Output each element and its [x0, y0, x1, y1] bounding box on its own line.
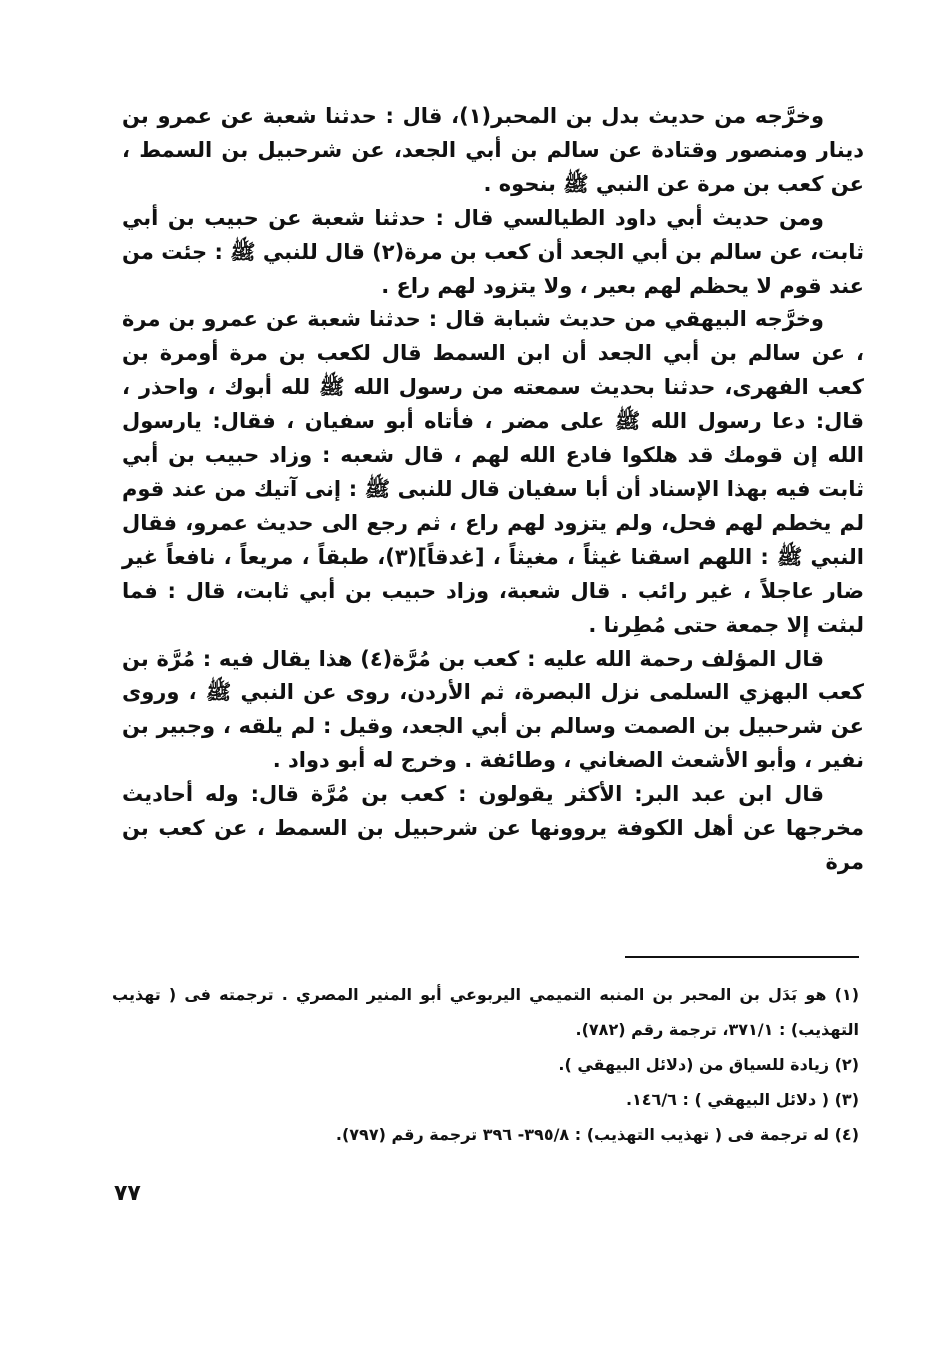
main-text-body	[122, 100, 864, 880]
paragraph-3: وخرَّجه البيهقي من حديث شبابة قال : حدثنا شعبة عن عمرو بن مرة ، عن سالم بن أبي الجعد أن ابن السمط قال لكعب بن مرة أومرة بن كعب الفهرى، حدثنا بحديث سمعته من رسول الله ﷺ لله أبوك ، واحذر ، قال: دعا رسول الله ﷺ على مضر ، فأتاه أبو سفيان ، فقال: يارسول الله إن قومك قد هلكوا فادع الله لهم ، قال شعبه : وزاد حبيب بن أبي ثابت فيه بهذا الإسناد أن أبا سفيان قال للنبى ﷺ : إنى آتيك من عند قوم لم يخطم لهم فحل، ولم يتزود لهم راع ، ثم رجع الى حديث عمرو، فقال النبي ﷺ : اللهم اسقنا غيثاً ، مغيثاً ، [غدقاً](٣)، طبقاً ، مريعاً ، نافعاً غير ضار عاجلاً ، غير رائب . قال شعبة، وزاد حبيب بن أبي ثابت، قال : فما لبثت إلا جمعة حتى مُطِرنا .	[122, 307, 864, 637]
footnote-2: (٢) زيادة للسياق من (دلائل البيهقي ).	[558, 1055, 859, 1074]
footnote-4: (٤) له ترجمة فى ( تهذيب التهذيب) : ٣٩٥/٨- ٣٩٦ ترجمة رقم (٧٩٧).	[335, 1125, 859, 1144]
paragraph-4: قال المؤلف رحمة الله عليه : كعب بن مُرَّة(٤) هذا يقال فيه : مُرَّة بن كعب البهزي السلمى نزل البصرة، ثم الأردن، روى عن النبي ﷺ ، وروى عن شرحبيل بن الصمت وسالم بن أبي الجعد، وقيل : لم يلقه ، وجبير بن نفير ، وأبو الأشعث الصغاني ، وطائفة . وخرج له أبو دواد .	[122, 646, 864, 773]
footnote-3: (٣) ( دلائل البيهقي ) : ١٤٦/٦.	[625, 1090, 859, 1109]
page-number: ٧٧	[114, 1181, 141, 1206]
footnotes-section	[112, 977, 859, 1152]
paragraph-1: وخرَّجه من حديث بدل بن المحبر(١)، قال : حدثنا شعبة عن عمرو بن دينار ومنصور وقتادة عن سالم بن أبي الجعد، عن شرحبيل بن السمط ، عن كعب بن مرة عن النبي ﷺ بنحوه .	[122, 104, 864, 196]
paragraph-5: قال ابن عبد البر: الأكثر يقولون : كعب بن مُرَّة قال: وله أحاديث مخرجها عن أهل الكوفة يروونها عن شرحبيل بن السمط ، عن كعب بن مرة	[122, 782, 864, 874]
footnote-1: (١) هو بَدَل بن المحبر بن المنبه التميمي اليربوعي أبو المنير المصري . ترجمته فى ( تهذيب التهذيب) : ٣٧١/١، ترجمة رقم (٧٨٢).	[112, 985, 859, 1039]
paragraph-2: ومن حديث أبي داود الطيالسي قال : حدثنا شعبة عن حبيب بن أبي ثابت، عن سالم بن أبي الجعد أن كعب بن مرة(٢) قال للنبي ﷺ : جئت من عند قوم لا يحظم لهم بعير ، ولا يتزود لهم راع .	[122, 205, 864, 298]
footnote-separator	[625, 956, 859, 958]
